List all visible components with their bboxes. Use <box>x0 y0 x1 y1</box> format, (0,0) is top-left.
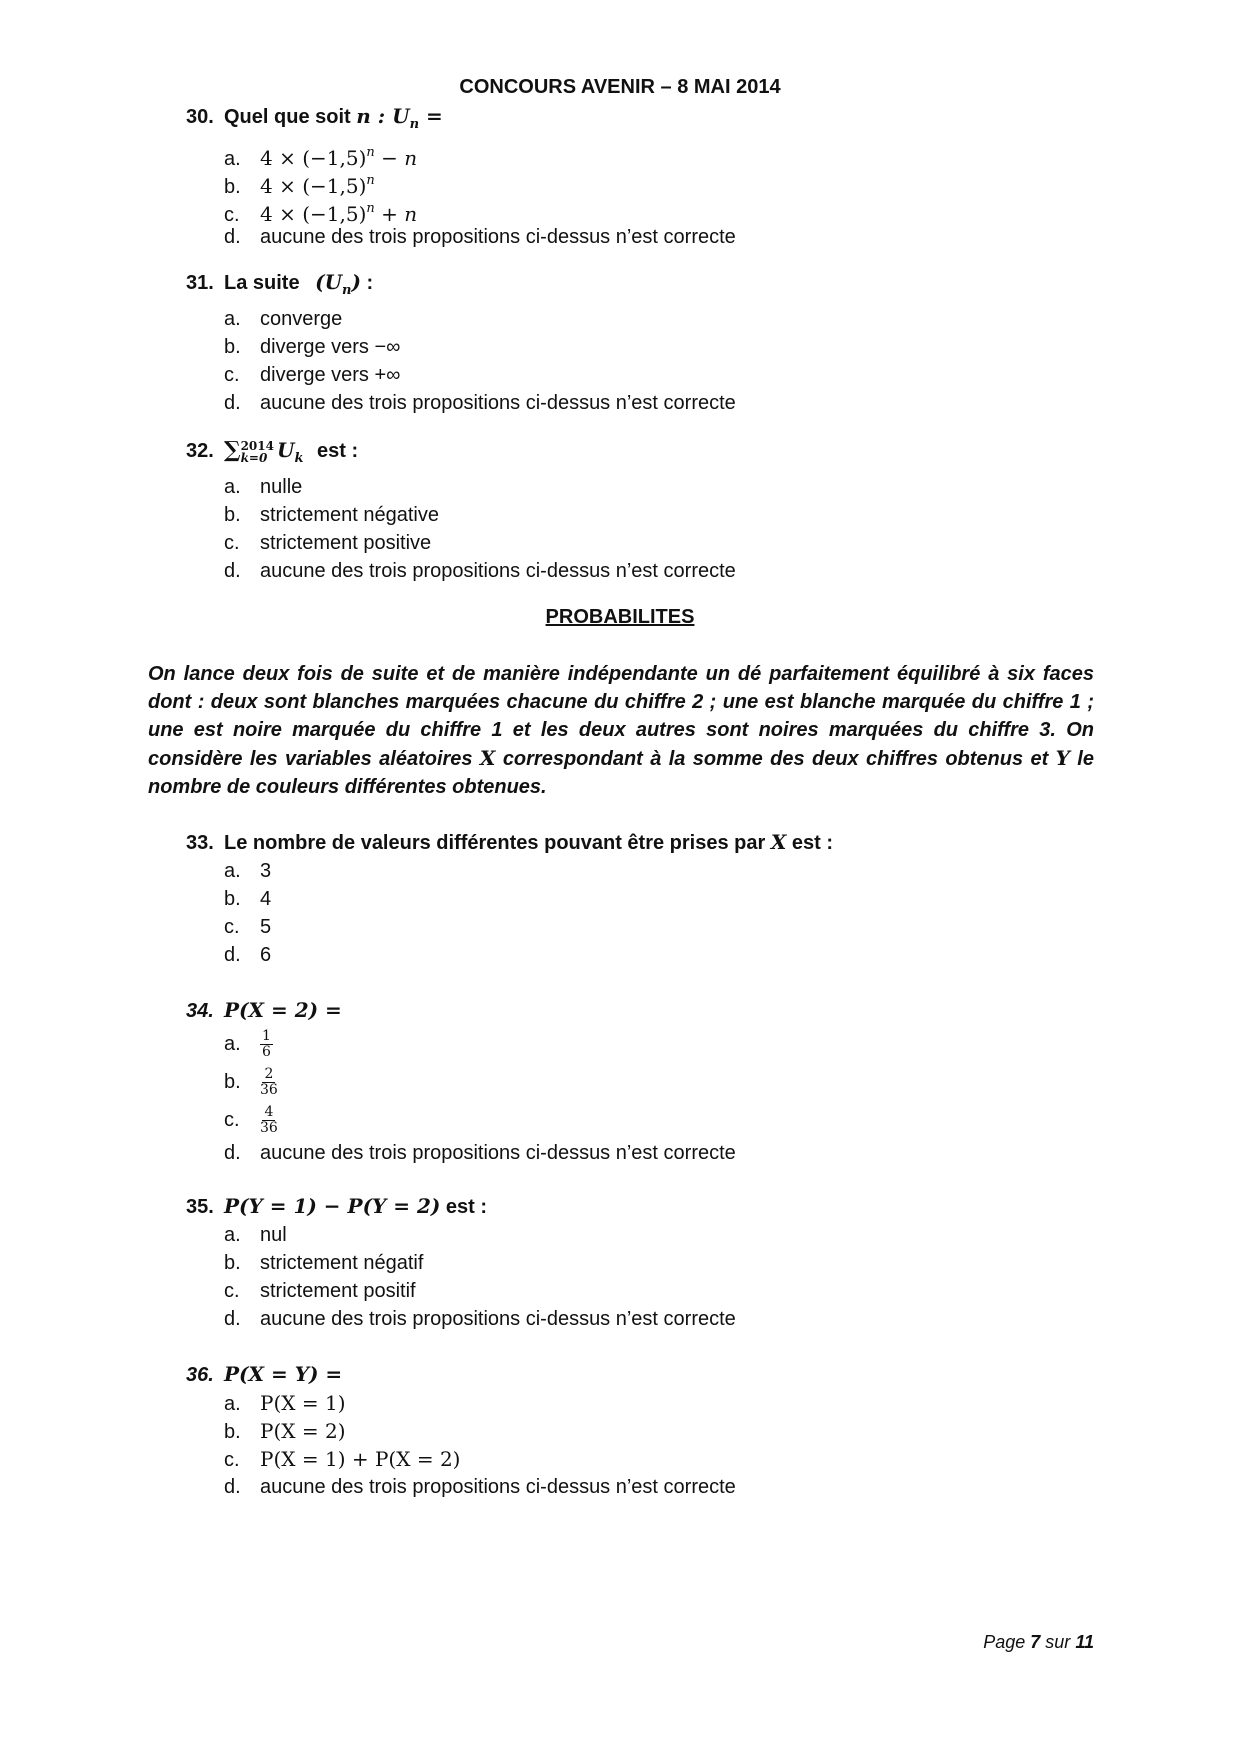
section-title: PROBABILITES <box>545 606 695 628</box>
option-c: c. P(X = 1) + P(X = 2) <box>224 1447 461 1471</box>
question-title: 36. P(X = Y) = <box>186 1362 343 1386</box>
fraction: $\frac{2}{36}$ <box>260 1066 278 1099</box>
option-b: b. 4 <box>224 888 272 910</box>
fraction: $\frac{4}{36}$ <box>260 1104 278 1137</box>
option-c: c. diverge vers +∞ <box>224 364 401 386</box>
question-title: 35. P(Y = 1) − P(Y = 2) est : <box>186 1194 488 1218</box>
fraction: $\frac{1}{6}$ <box>262 1028 271 1061</box>
question-title: 32. ∑ 2014 k=0 $U_k$ est : <box>186 437 359 466</box>
question-33 <box>186 828 833 969</box>
option-b: b. $4 \times (-1,5)^n$ <box>224 173 375 198</box>
question-30 <box>186 102 736 251</box>
question-36 <box>186 1360 736 1501</box>
sum-limits: 2014 k=0 <box>240 438 274 465</box>
question-31 <box>186 268 736 417</box>
option-d: d. aucune des trois propositions ci-dessus n’est correcte <box>224 1142 736 1164</box>
question-title: 31. La suite $(U_n)$ : <box>186 270 374 298</box>
question-title: 33. Le nombre de valeurs différentes pouvant être prises par X est : <box>186 830 834 854</box>
problem-statement: On lance deux fois de suite et de manière indépendante un dé parfaitement équilibré à six faces dont : deux sont blanches marquées chacune du chiffre 2 ; une est blanche marquée du chiffre 1 ; une est noire marquée du chiffre 1 et les deux autres sont noires marquées du chiffre 3. On considère les variables aléatoires X correspondant à la somme des deux chiffres obtenus et Y le nombre de couleurs différentes obtenues. <box>148 663 1094 798</box>
question-35 <box>186 1192 736 1333</box>
option-b: b. P(X = 2) <box>224 1419 346 1443</box>
option-c: c. $\frac{4}{36}$ <box>224 1104 278 1137</box>
question-title: 30. Quel que soit n : $U_n$ = <box>186 104 443 132</box>
option-d: d. aucune des trois propositions ci-dessus n’est correcte <box>224 1308 736 1330</box>
option-d: d. aucune des trois propositions ci-dessus n’est correcte <box>224 1476 736 1498</box>
question-32 <box>186 436 736 585</box>
question-34 <box>186 996 736 1167</box>
page-footer: Page 7 sur 11 <box>983 1632 1094 1652</box>
option-b: b. $\frac{2}{36}$ <box>224 1066 278 1099</box>
option-a: a. P(X = 1) <box>224 1391 346 1415</box>
sum-symbol: ∑ <box>224 437 241 463</box>
option-d: d. 6 <box>224 944 272 966</box>
option-a: a. $4 \times (-1,5)^n - n$ <box>224 145 418 170</box>
option-c: c. $4 \times (-1,5)^n + n$ <box>224 201 418 226</box>
option-d: d. aucune des trois propositions ci-dessus n’est correcte <box>224 226 736 248</box>
option-b: b. strictement négatif <box>224 1252 424 1274</box>
question-title: 34. P(X = 2) = <box>186 998 342 1022</box>
option-b: b. strictement négative <box>224 504 439 526</box>
option-b: b. diverge vers −∞ <box>224 336 401 358</box>
option-a: a. nulle <box>224 476 303 498</box>
option-a: a. converge <box>224 308 343 330</box>
option-c: c. strictement positif <box>224 1280 416 1302</box>
page-header: CONCOURS AVENIR – 8 MAI 2014 <box>459 76 781 98</box>
option-d: d. aucune des trois propositions ci-dessus n’est correcte <box>224 392 736 414</box>
option-a: a. nul <box>224 1224 287 1246</box>
option-a: a. $\frac{1}{6}$ <box>224 1028 271 1061</box>
option-a: a. 3 <box>224 860 272 882</box>
option-d: d. aucune des trois propositions ci-dessus n’est correcte <box>224 560 736 582</box>
option-c: c. strictement positive <box>224 532 432 554</box>
option-c: c. 5 <box>224 916 272 938</box>
